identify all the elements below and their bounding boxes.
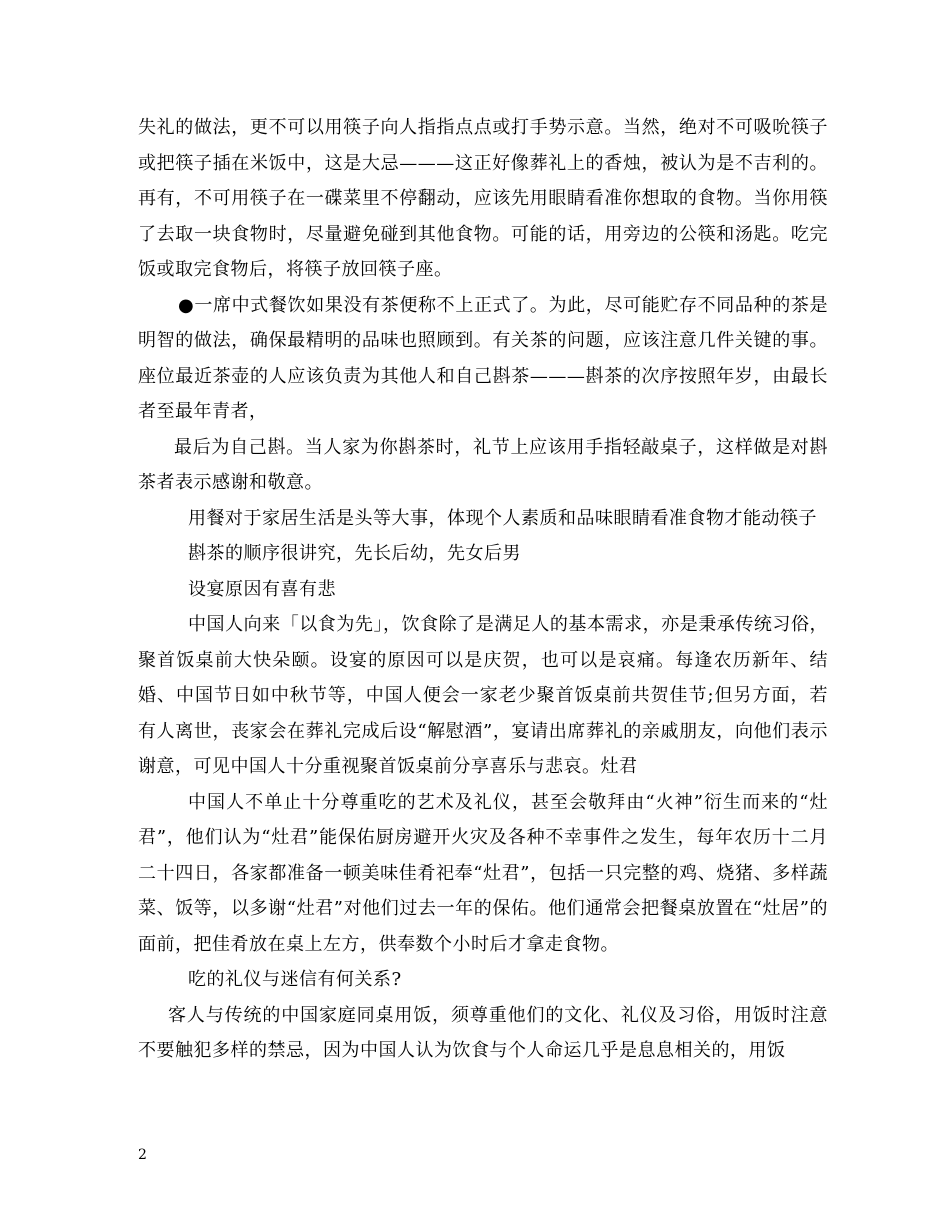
page-number: 2: [138, 1147, 147, 1163]
paragraph-banquet-reasons: 中国人向来「以食为先」，饮食除了是满足人的基本需求，亦是秉承传统习俗，聚首饭桌前大快朵颐。设宴的原因可以是庆贺，也可以是哀痛。每逢农历新年、结婚、中国节日如中秋节等，中国人便会一家老少聚首饭桌前共贺佳节;但另方面，若有人离世，丧家会在葬礼完成后设“解慰酒”，宴请出席葬礼的亲戚朋友，向他们表示谢意，可见中国人十分重视聚首饭桌前分享喜乐与悲哀。灶君: [138, 614, 828, 777]
heading-etiquette-superstition: 吃的礼仪与迷信有何关系?: [188, 969, 402, 990]
paragraph-tea-bullet: ●一席中式餐饮如果没有茶便称不上正式了。为此，尽可能贮存不同品种的茶是明智的做法，确保最精明的品味也照顾到。有关茶的问题，应该注意几件关键的事。座位最近茶壶的人应该负责为其他人和自己斟茶———斟茶的次序按照年岁，由最长者至最年青者，: [138, 294, 828, 422]
document-body: [138, 110, 828, 1069]
paragraph-kitchen-god: 中国人不单止十分尊重吃的艺术及礼仪，甚至会敬拜由“火神”衍生而来的“灶君”，他们认为“灶君”能保佑厨房避开火灾及各种不幸事件之发生，每年农历十二月二十四日，各家都准备一顿美味佳肴祀奉“灶君”，包括一只完整的鸡、烧猪、多样蔬菜、饭等，以多谢“灶君”对他们过去一年的保佑。他们通常会把餐桌放置在“灶居”的面前，把佳肴放在桌上左方，供奉数个小时后才拿走食物。: [138, 791, 828, 955]
heading-banquet-reasons: 设宴原因有喜有悲: [188, 578, 336, 600]
paragraph-pour-tea-last: 最后为自己斟。当人家为你斟茶时，礼节上应该用手指轻敲桌子，这样做是对斟茶者表示感谢和敬意。: [138, 436, 828, 493]
paragraph-dining-importance: 用餐对于家居生活是头等大事，体现个人素质和品味眼睛看准食物才能动筷子: [188, 507, 817, 529]
paragraph-chopstick-etiquette: 失礼的做法，更不可以用筷子向人指指点点或打手势示意。当然，绝对不可吸吮筷子或把筷子插在米饭中，这是大忌———这正好像葬礼上的香烛，被认为是不吉利的。再有，不可用筷子在一碟菜里不停翻动，应该先用眼睛看准你想取的食物。当你用筷了去取一块食物时，尽量避免碰到其他食物。可能的话，用旁边的公筷和汤匙。吃完饭或取完食物后，将筷子放回筷子座。: [138, 117, 828, 280]
paragraph-tea-order: 斟茶的顺序很讲究，先长后幼，先女后男: [188, 543, 521, 564]
paragraph-guest-taboos: 客人与传统的中国家庭同桌用饭，须尊重他们的文化、礼仪及习俗，用饭时注意不要触犯多样的禁忌，因为中国人认为饮食与个人命运几乎是息息相关的，用饭: [138, 1004, 828, 1061]
